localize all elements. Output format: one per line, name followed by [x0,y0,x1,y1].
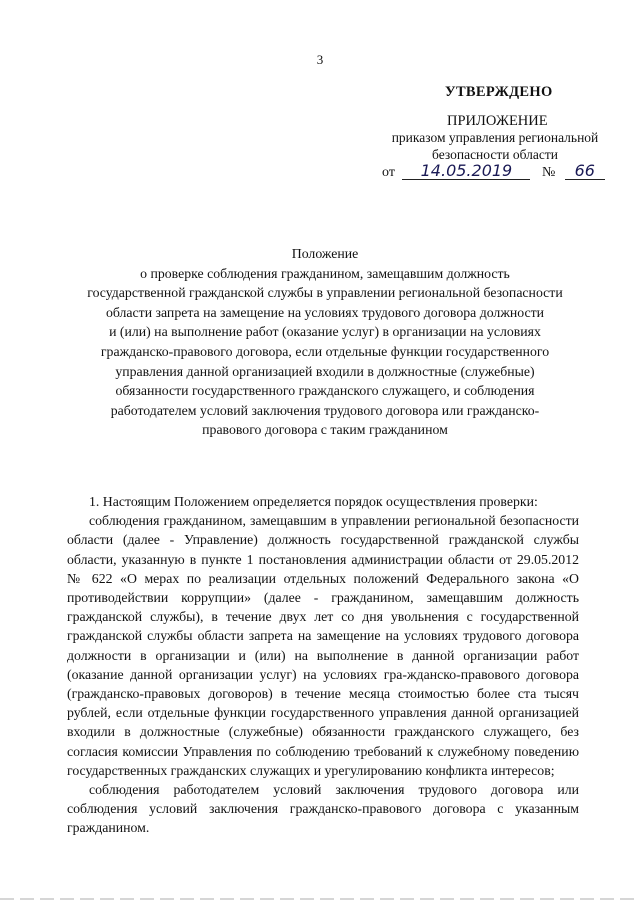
order-line-1: приказом управления региональной [391,130,599,145]
order-line-2: безопасности области [432,147,558,162]
appendix-label: ПРИЛОЖЕНИЕ [447,113,548,129]
title-line: гражданско-правового договора, если отдельные функции государственного [100,343,550,359]
paragraph-3: соблюдения работодателем условий заключения трудового договора или соблюдения условий заключения гражданско-правового договора с указанным гражданином. [67,782,579,836]
handwritten-date: 14.05.2019 [402,163,530,180]
title-line: Положение [291,246,359,261]
date-prefix: от [382,165,395,180]
page-number: 3 [316,52,324,67]
title-line: работодателем условий заключения трудового договора или гражданско- [110,402,540,418]
order-date-row [382,163,605,181]
document-body [67,492,579,838]
paragraph-2: соблюдения гражданином, замещавшим в управлении региональной безопасности области (далее - Управление) должность государственной гражданской службы области, указанную в пункте 1 постановления администрации области от 29.05.2012 № 622 «О мерах по реализации отдельных положений Федерального закона «О противодействии коррупции» (далее - гражданином, замещавшим должность гражданской службы), в течение двух лет со дня увольнения с государственной гражданской службы области запрета на замещение на условиях трудового договора должности в организации и (или) на выполнение в данной организации работ (оказание данной организации услуг) на условиях гра-жданско-правового договора (гражданско-правовых договоров) в течение месяца стоимостью более ста тысяч рублей, если отдельные функции государственного управления данной организацией входили в должностные (служебные) обязанности гражданского служащего, без согласия комиссии Управления по соблюдению требований к служебному поведению государственных гражданских служащих и урегулированию конфликта интересов; [67,513,579,778]
scan-edge-divider [0,898,640,900]
document-title [60,244,590,440]
title-line: государственной гражданской службы в управлении региональной безопасности [87,285,563,301]
approved-stamp-label: УТВЕРЖДЕНО [445,84,553,100]
title-line: области запрета на замещение на условиях трудового договора должности [105,304,545,320]
title-line: о проверке соблюдения гражданином, замещавшим должность [140,265,510,281]
title-line: и (или) на выполнение работ (оказание услуг) в организации на условиях [109,324,541,340]
paragraph-1: 1. Настоящим Положением определяется порядок осуществления проверки: [89,494,538,509]
handwritten-order-number: 66 [565,163,605,180]
title-line: управления данной организацией входили в должностные (служебные) [115,363,535,379]
title-line: правового договора с таким гражданином [202,422,448,438]
number-label: № [541,165,556,180]
order-reference [370,129,620,163]
title-line: обязанности государственного гражданского служащего, и соблюдения [115,383,535,399]
